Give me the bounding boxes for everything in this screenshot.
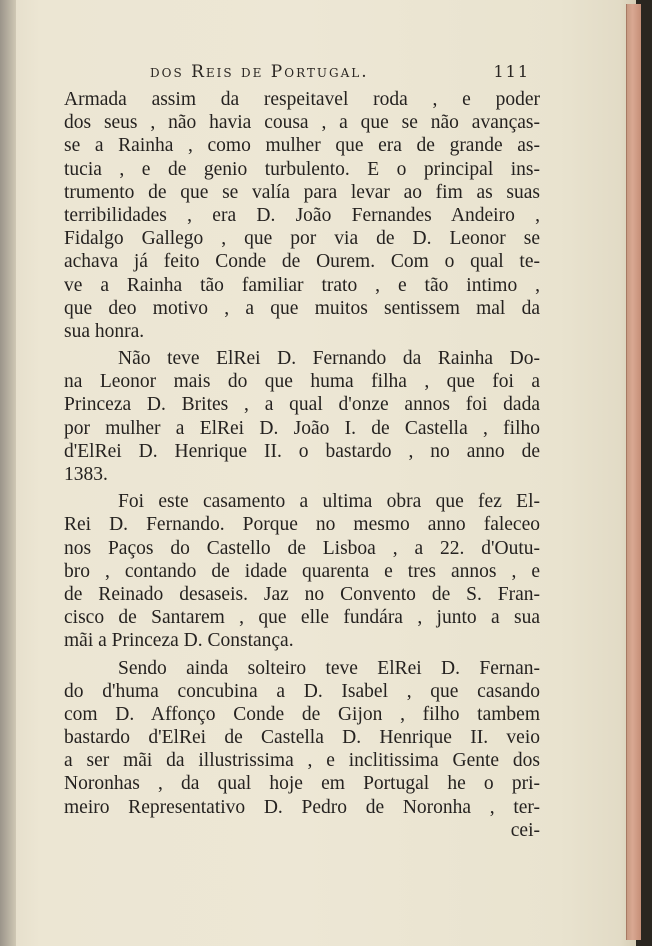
text-line: Armada assim da respeitavel roda , e poder bbox=[64, 89, 540, 110]
text-line: 1383. bbox=[64, 464, 108, 485]
paragraph bbox=[64, 490, 540, 652]
text-line: mãi a Princeza D. Constança. bbox=[64, 630, 294, 652]
text-line: Fidalgo Gallego , que por via de D. Leonor se bbox=[64, 228, 540, 250]
text-line: Sendo ainda solteiro teve ElRei D. Fernan- bbox=[118, 657, 540, 679]
paragraph bbox=[64, 657, 540, 819]
text-line: terribilidades , era D. João Fernandes Andeiro , bbox=[64, 204, 540, 226]
text-line: ve a Rainha tão familiar trato , e tão intimo , bbox=[64, 274, 540, 296]
text-line: meiro Representativo D. Pedro de Noronha , ter- bbox=[64, 796, 540, 818]
paragraph bbox=[64, 347, 540, 486]
text-line: se a Rainha , como mulher que era de grande as- bbox=[64, 135, 540, 157]
text-line: por mulher a ElRei D. João I. de Castella , filho bbox=[64, 417, 540, 439]
text-line: d'ElRei D. Henrique II. o bastardo , no anno de bbox=[64, 440, 540, 462]
text-line: dos seus , não havia cousa , a que se não avanças- bbox=[64, 112, 540, 134]
text-line: bro , contando de idade quarenta e tres annos , e bbox=[64, 560, 540, 582]
page-number: 111 bbox=[493, 62, 530, 81]
page-header bbox=[150, 60, 530, 86]
text-line: Noronhas , da qual hoje em Portugal he o pri- bbox=[64, 773, 540, 795]
text-line: cisco de Santarem , que elle fundára , junto a sua bbox=[64, 607, 540, 629]
text-line: que deo motivo , a que muitos sentissem mal da bbox=[64, 297, 540, 319]
text-line: nos Paços do Castello de Lisboa , a 22. d'Outu- bbox=[64, 537, 540, 559]
catchword: cei- bbox=[510, 819, 540, 841]
text-line: com D. Affonço Conde de Gijon , filho tambem bbox=[64, 703, 540, 725]
text-line: na Leonor mais do que huma filha , que foi a bbox=[64, 371, 540, 393]
text-line: Princeza D. Brites , a qual d'onze annos foi dada bbox=[64, 394, 540, 416]
text-line: Foi este casamento a ultima obra que fez El- bbox=[118, 491, 540, 513]
body-text bbox=[64, 88, 540, 842]
text-line: tucia , e de genio turbulento. E o principal ins- bbox=[64, 158, 540, 180]
text-line: a ser mãi da illustrissima , e inclitissima Gente dos bbox=[64, 750, 540, 772]
text-line: trumento de que se valía para levar ao fim as suas bbox=[64, 181, 540, 203]
text-line: de Reinado desaseis. Jaz no Convento de S. Fran- bbox=[64, 583, 540, 605]
text-line: do d'huma concubina a D. Isabel , que casando bbox=[64, 680, 540, 702]
text-line: bastardo d'ElRei de Castella D. Henrique II. veio bbox=[64, 727, 540, 749]
text-line: Não teve ElRei D. Fernando da Rainha Do- bbox=[118, 348, 540, 370]
book-gutter bbox=[0, 0, 16, 946]
page-edge bbox=[626, 4, 641, 940]
running-title: dos Reis de Portugal. bbox=[150, 62, 369, 82]
text-line: achava já feito Conde de Ourem. Com o qual te- bbox=[64, 251, 540, 273]
paragraph bbox=[64, 88, 540, 343]
text-line: Rei D. Fernando. Porque no mesmo anno faleceo bbox=[64, 514, 540, 536]
text-line: sua honra. bbox=[64, 320, 145, 342]
